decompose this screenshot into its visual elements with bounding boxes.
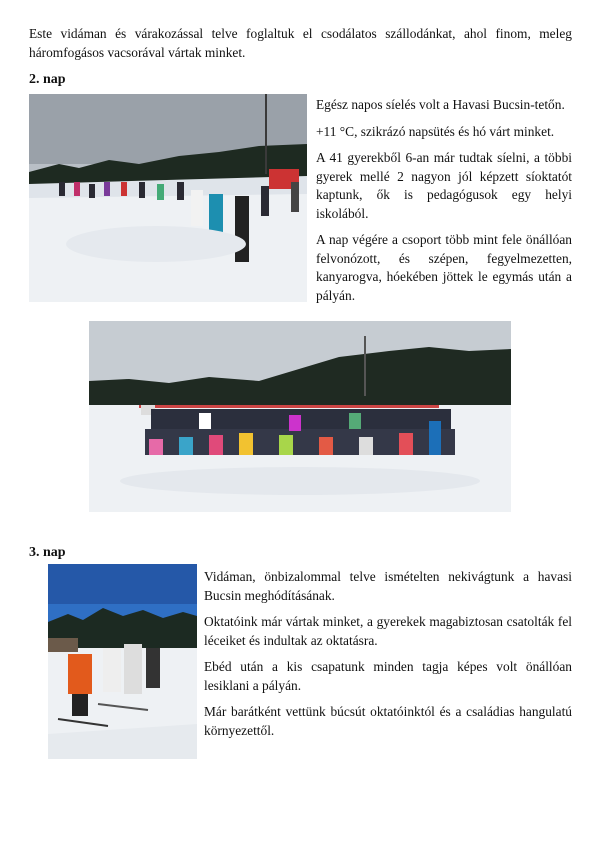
group-photo [89, 321, 511, 512]
ski-instructors-photo [48, 564, 197, 759]
day3-paragraph-3: Ebéd után a kis csapatunk minden tagja képes volt önállóan lesiklani a pályán. [204, 659, 572, 693]
skiing-warmup-photo [29, 94, 307, 302]
day2-paragraph-4: A nap végére a csoport több mint fele önállóan felvonózott, és szépen, fegyelmezetten, kanyarogva, hóekében jöttek le egymás után a pályán. [316, 232, 572, 303]
day2-text [316, 96, 572, 305]
intro-paragraph: Este vidáman és várakozással telve foglaltuk el csodálatos szállodánkat, ahol finom, meleg háromfogásos vacsorával vártak minket. [29, 26, 572, 60]
day3-paragraph-4: Már barátként vettünk búcsút oktatóinktól és a családias hangulatú környezettől. [204, 704, 572, 738]
day2-heading: 2. nap [29, 72, 66, 87]
day2-paragraph-3: A 41 gyerekből 6-an már tudtak síelni, a többi gyerek mellé 2 nagyon jól képzett síoktatót kaptunk, ők is pedagógusok egy helyi iskolából. [316, 150, 572, 221]
day2-paragraph-1: Egész napos síelés volt a Havasi Bucsin-tetőn. [316, 97, 565, 112]
day3-paragraph-2: Oktatóink már vártak minket, a gyerekek magabiztosan csatolták fel léceiket és indultak az oktatásra. [204, 614, 572, 648]
day3-heading: 3. nap [29, 545, 66, 560]
day3-paragraph-1: Vidáman, önbizalommal telve ismételten nekivágtunk a havasi Bucsin meghódításának. [204, 569, 572, 603]
day3-text [204, 568, 572, 740]
day2-paragraph-2: +11 °C, szikrázó napsütés és hó várt minket. [316, 123, 555, 139]
